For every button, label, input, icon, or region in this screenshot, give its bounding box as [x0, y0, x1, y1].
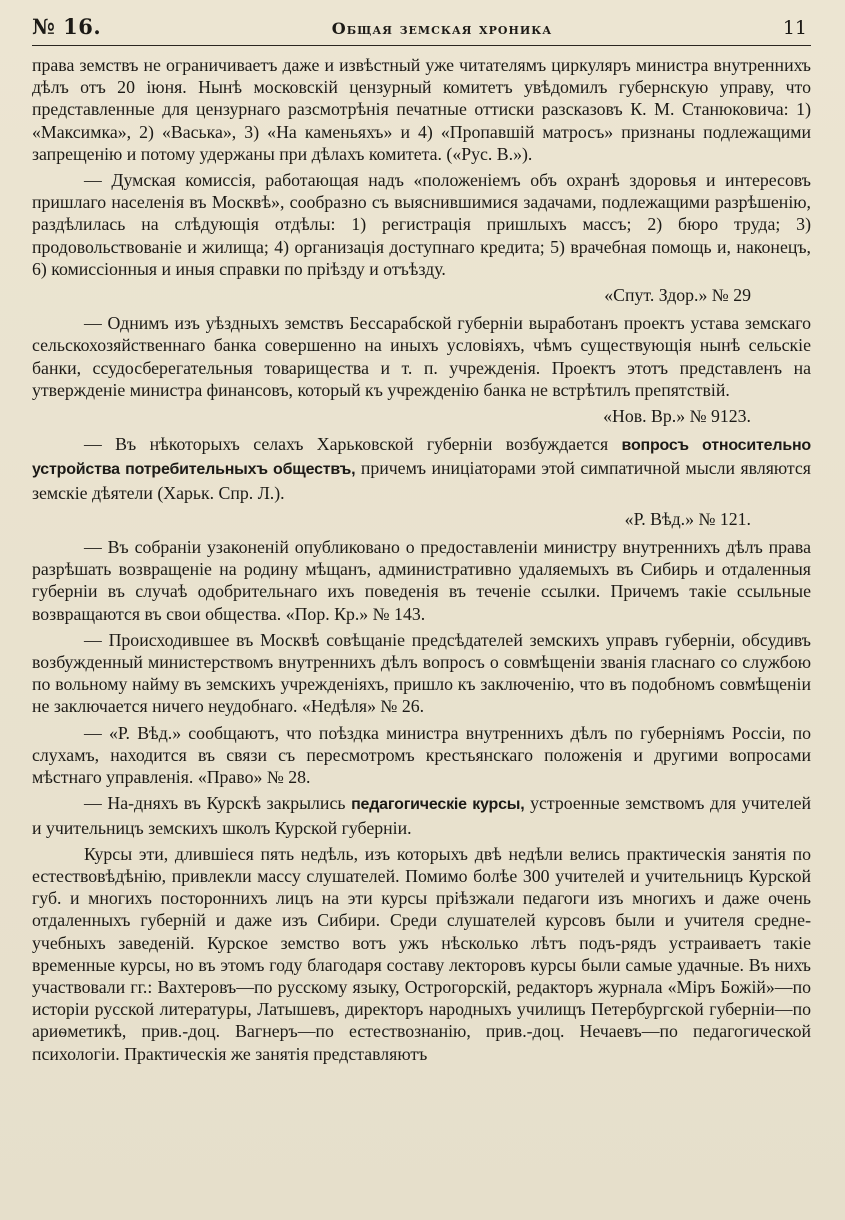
paragraph-8 — [32, 792, 811, 838]
paragraph-7 — [32, 722, 811, 789]
source-citation: «Нов. Вр.» № 9123. — [603, 406, 751, 427]
page-number: 11 — [782, 17, 807, 39]
paragraph-text: — Однимъ изъ уѣздныхъ земствъ Бессарабской губерніи выработанъ проектъ устава земскаго сельскохозяйственнаго банка совершенно на иныхъ условіяхъ, чѣмъ существующія нынѣ сельскіе банки, ссудосберегательныя товарищества и т. п. учрежденія. Проектъ этотъ представленъ на утвержденіе министра финансовъ, который къ учрежденію банка не встрѣтилъ препятствій. — [32, 313, 811, 400]
paragraph-text: — Думская комиссія, работающая надъ «положеніемъ объ охранѣ здоровья и интересовъ пришлаго населенія въ Москвѣ», сообразно съ выяснившимися задачами, подлежащими разрѣшенію, раздѣлилась на слѣдующія отдѣлы: 1) регистрація пришлыхъ массъ; 2) бюро труда; 3) продовольствованіе и жилища; 4) организація доступнаго кредита; 5) врачебная помощь и, наконецъ, 6) комиссіонныя и иныя справки по пріѣзду и отъѣзду. — [32, 170, 811, 279]
paragraph-5 — [32, 536, 811, 625]
paragraph-1 — [32, 54, 811, 165]
paragraph-text: — Происходившее въ Москвѣ совѣщаніе предсѣдателей земскихъ управъ губерніи, обсудивъ возбужденный министерствомъ внутреннихъ дѣлъ вопросъ о совмѣщеніи званія гласнаго со службою по вольному найму въ земскихъ учрежденіяхъ, пришло къ заключенію, что въ подобномъ совмѣщеніи не заключается ничего неудобнаго. — [32, 629, 811, 717]
source-citation: «Р. Вѣд.» № 121. — [624, 508, 751, 529]
paragraph-2 — [32, 169, 811, 280]
source-citation: «Спут. Здор.» № 29 — [604, 285, 751, 306]
paragraph-3 — [32, 312, 811, 401]
paragraph-6 — [32, 629, 811, 718]
bold-phrase: педагогическіе курсы, — [351, 796, 525, 814]
page-header — [32, 14, 811, 46]
paragraph-text: — Въ нѣкоторыхъ селахъ Харьковской губерніи возбуждается — [84, 434, 622, 455]
paragraph-text: причемъ иниціаторами этой симпатичной мысли являются земскіе дѣятели (Харьк. Спр. Л.). — [32, 458, 811, 503]
source-citation: «Право» № 28. — [197, 767, 311, 788]
paragraph-text: — На-дняхъ въ Курскѣ закрылись — [84, 793, 352, 814]
bold-phrase: вопросъ относительно устройства потребительныхъ обществъ, — [32, 437, 811, 479]
paragraph-text: права земствъ не ограничиваетъ даже и извѣстный уже читателямъ циркуляръ министра внутреннихъ дѣлъ отъ 20 іюня. Нынѣ московскій цензурный комитетъ увѣдомилъ губернскую управу, что представленные для цензурнаго разсмотрѣнія печатные оттиски разсказовъ К. М. Станюковича: 1) «Максимка», 2) «Васька», 3) «На каменьяхъ» и 4) «Пропавшій матросъ» признаны подлежащими запрещенію и потому удержаны при дѣлахъ комитета. («Рус. В.»). — [32, 55, 811, 164]
running-title: Общая земская хроника — [331, 19, 553, 38]
article-body — [32, 54, 811, 1065]
paragraph-text: — «Р. Вѣд.» сообщаютъ, что поѣздка министра внутреннихъ дѣлъ по губерніямъ Россіи, по слухамъ, находится въ связи съ пересмотромъ крестьянскаго положенія и другими вопросами мѣстнаго управленія. — [32, 722, 811, 788]
paragraph-text: Курсы эти, длившіеся пять недѣль, изъ которыхъ двѣ недѣли велись практическія занятія по естествовѣдѣнію, привлекли массу слушателей. Помимо болѣе 300 учителей и учительницъ Курской губ. и многихъ постороннихъ лицъ на эти курсы пріѣзжали педагоги изъ многихъ и даже очень отдаленныхъ губерній и даже изъ Сибири. Среди слушателей курсовъ были и учителя средне-учебныхъ заведеній. Курское земство вотъ ужъ нѣсколько лѣтъ подъ-рядъ устраиваетъ такіе временные курсы, но въ этомъ году благодаря составу лекторовъ курсы были самые удачные. Въ нихъ участвовали гг.: Вахтеровъ—по русскому языку, Острогорскій, редакторъ журнала «Міръ Божій»—по исторіи русской литературы, Латышевъ, директоръ народныхъ училищъ Петербургской губерніи—по ариѳметикѣ, прив.-доц. Вагнеръ—по естествознанію, прив.-доц. Нечаевъ—по педагогической психологіи. Практическія же занятія представляютъ — [32, 843, 811, 1064]
paragraph-text: устроенные земствомъ для учителей и учительницъ земскихъ школъ Курской губерніи. — [32, 793, 812, 838]
paragraph-4 — [32, 433, 811, 504]
paragraph-text: — Въ собраніи узаконеній опубликовано о предоставленіи министру внутреннихъ дѣлъ права разрѣшать возвращеніе на родину мѣщанъ, административно удаляемыхъ въ Сибирь и отдаленныя губерніи въ случаѣ одобрительнаго ихъ поведенія въ теченіе ссылки. Причемъ такіе ссыльные возвращаются въ свои общества. — [32, 537, 811, 624]
issue-number: № 16. — [32, 14, 102, 39]
paragraph-9 — [32, 843, 811, 1065]
source-citation: «Пор. Кр.» № 143. — [285, 603, 426, 624]
source-citation: «Недѣля» № 26. — [301, 696, 425, 717]
